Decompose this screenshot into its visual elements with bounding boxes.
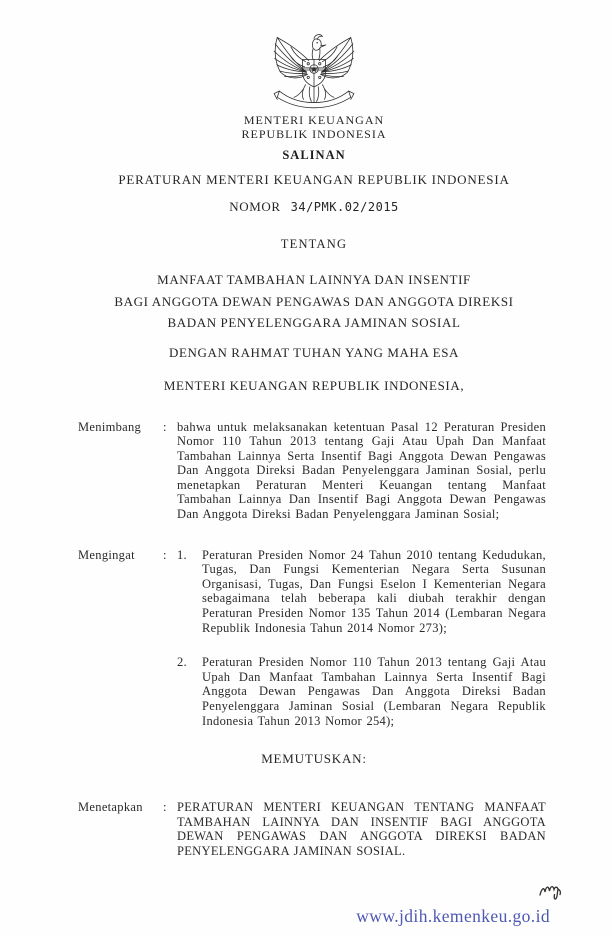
recalling-section [78,548,546,729]
number-value: 34/PMK.02/2015 [290,200,399,214]
regulation-subject [16,269,612,334]
deciding-heading: MEMUTUSKAN: [261,751,367,767]
recalling-colon: : [163,547,167,562]
stipulating-text: PERATURAN MENTERI KEUANGAN TENTANG MANFAAT TAMBAHAN LAINNYA DAN INSENTIF BAGI ANGGOTA DEWAN PENGAWAS DAN ANGGOTA DIREKSI BADAN PENYELENGGARA JAMINAN SOSIAL. [177,800,546,858]
recalling-item-2-number: 2. [177,655,187,670]
subject-line-2: BAGI ANGGOTA DEWAN PENGAWAS DAN ANGGOTA DIREKSI [114,293,514,309]
recalling-list [177,548,546,729]
subject-line-1: MANFAAT TAMBAHAN LAINNYA DAN INSENTIF [157,272,471,287]
ministry-name: MENTERI KEUANGAN [243,113,385,127]
issuing-authority: MENTERI KEUANGAN REPUBLIK INDONESIA, [163,377,465,393]
recalling-item-2-text: Peraturan Presiden Nomor 110 Tahun 2013 tentang Gaji Atau Upah Dan Manfaat Tambahan Lainnya Serta Insentif Bagi Anggota Dewan Pengawas Dan Anggota Direksi Badan Penyelenggara Jaminan Sosial (Lembaran Negara Republik Indonesia Tahun 2013 Nomor 254); [202,655,546,728]
considering-text: bahwa untuk melaksanakan ketentuan Pasal 12 Peraturan Presiden Nomor 110 Tahun 2013 tentang Gaji Atau Upah Dan Manfaat Tambahan Lainnya Serta Insentif Bagi Anggota Dewan Pengawas Dan Anggota Direksi Badan Penyelenggara Jaminan Sosial, perlu menetapkan Peraturan Menteri Keuangan tentang Manfaat Tambahan Lainnya Dan Insentif Bagi Anggota Dewan Pengawas Dan Anggota Direksi Badan Penyelenggara Jaminan Sosial; [177,419,546,522]
recalling-item-1 [177,548,546,636]
handwritten-initial-signature [538,880,564,904]
stipulating-label: Menetapkan [78,800,143,815]
subject-line-3: BADAN PENYELENGGARA JAMINAN SOSIAL [167,315,461,330]
recalling-item-1-text: Peraturan Presiden Nomor 24 Tahun 2010 tentang Kedudukan, Tugas, Dan Fungsi Kementerian Negara Serta Susunan Organisasi, Tugas, Dan Fungsi Eselon I Kementerian Negara sebagaimana telah beberapa kali diubah terakhir dengan Peraturan Presiden Nomor 135 Tahun 2014 (Lembaran Negara Republik Indonesia Tahun 2014 Nomor 273); [202,547,546,635]
about-label: TENTANG [280,237,348,251]
stipulating-colon: : [163,800,167,815]
jdih-website-url: www.jdih.kemenkeu.go.id [356,906,550,926]
regulation-title: PERATURAN MENTERI KEUANGAN REPUBLIK INDONESIA [118,172,510,187]
grace-invocation: DENGAN RAHMAT TUHAN YANG MAHA ESA [168,344,460,360]
regulation-number-line [16,199,612,215]
considering-label: Menimbang [78,419,142,434]
number-label: NOMOR [229,199,281,214]
garuda-pancasila-emblem [272,30,356,109]
emblem-container [16,30,612,114]
copy-stamp-label: SALINAN [282,148,346,162]
considering-colon: : [163,419,167,434]
stipulating-section [78,800,546,858]
considering-section [78,420,546,522]
recalling-label: Mengingat [78,547,135,562]
recalling-item-2 [177,655,546,728]
document-header [0,30,612,394]
ministry-country: REPUBLIK INDONESIA [241,126,387,141]
recalling-item-1-number: 1. [177,547,187,562]
